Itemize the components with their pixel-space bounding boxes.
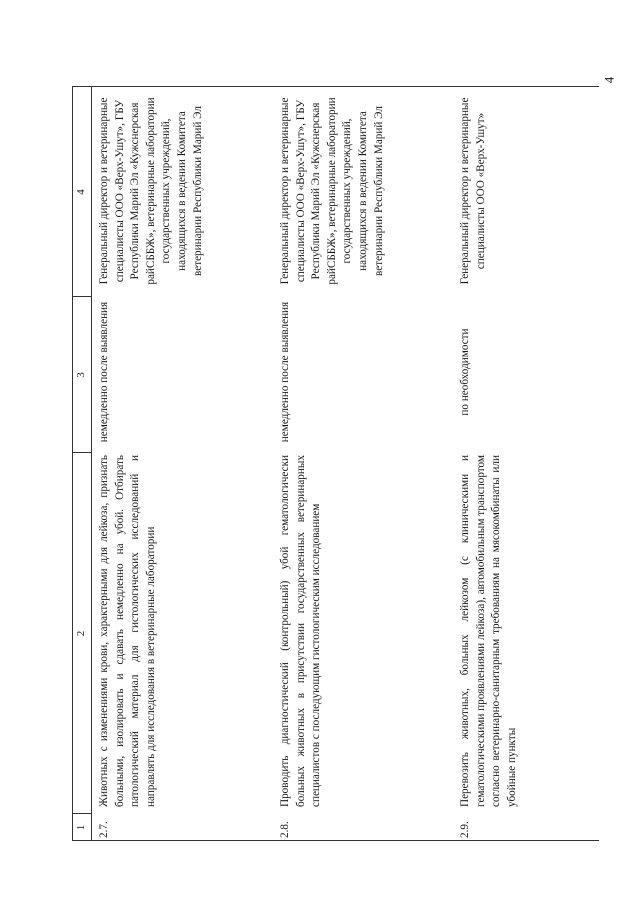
header-bottom-border (91, 86, 92, 841)
row-responsible: Генеральный директор и ветеринарные специалисты ООО «Верх-Ушут» (459, 97, 487, 285)
row-term: немедленно после выявления (98, 301, 110, 443)
row-description: Проводить диагностический (контрольный) убой гематологически больных животных в присутствии государственных ветеринарных специалистов с последующим гистологическим исследованием (279, 455, 323, 807)
row-description: Перевозить животных, больных лейкозом (с клиническими и гематологическими проявлениями лейкоза), автомобильным транспортом согласно ветеринарно-санитарным требованиям на мясокомбинаты или убойные пункты (459, 455, 518, 807)
row-responsible: Генеральный директор и ветеринарные специалисты ООО «Верх-Ушут», ГБУ Республики Марий Эл «Кужснерская райСББЖ», ветеринарные лаборатории государственных учреждений, находящихся в ведении Комитета ветеринарии Республики Марий Эл (279, 97, 385, 285)
row-term: по необходимости (459, 328, 471, 416)
row-description: Животных с изменениями крови, характерными для лейкоза, признать больными, изолировать и сдавать немедленно на убой. Отбирать патологический материал для гистологических исследований и направлять для исследования в ветеринарные лаборатории (98, 455, 157, 807)
header-col-4: 4 (75, 189, 87, 195)
page-number: 4 (601, 76, 617, 84)
row-number: 2.7. (98, 821, 110, 838)
header-col-1: 1 (75, 824, 87, 831)
header-col-2: 2 (75, 630, 87, 637)
row-term: немедленно после выявления (279, 301, 291, 443)
table-top-border (72, 86, 73, 841)
table-left-border (72, 840, 599, 841)
rotated-table-container (72, 86, 599, 841)
table-right-border (72, 86, 599, 87)
row-responsible: Генеральный директор и ветеринарные специалисты ООО «Верх-Ушут», ГБУ Республики Марий Эл «Кужснерская райСББЖ», ветеринарные лаборатории государственных учреждений, находящихся в ведении Комитета ветеринарии Республики Марий Эл (98, 97, 204, 285)
header-col-3: 3 (75, 372, 87, 378)
measures-table (72, 86, 599, 841)
row-number: 2.8. (279, 821, 291, 838)
row-number: 2.9. (459, 821, 471, 838)
